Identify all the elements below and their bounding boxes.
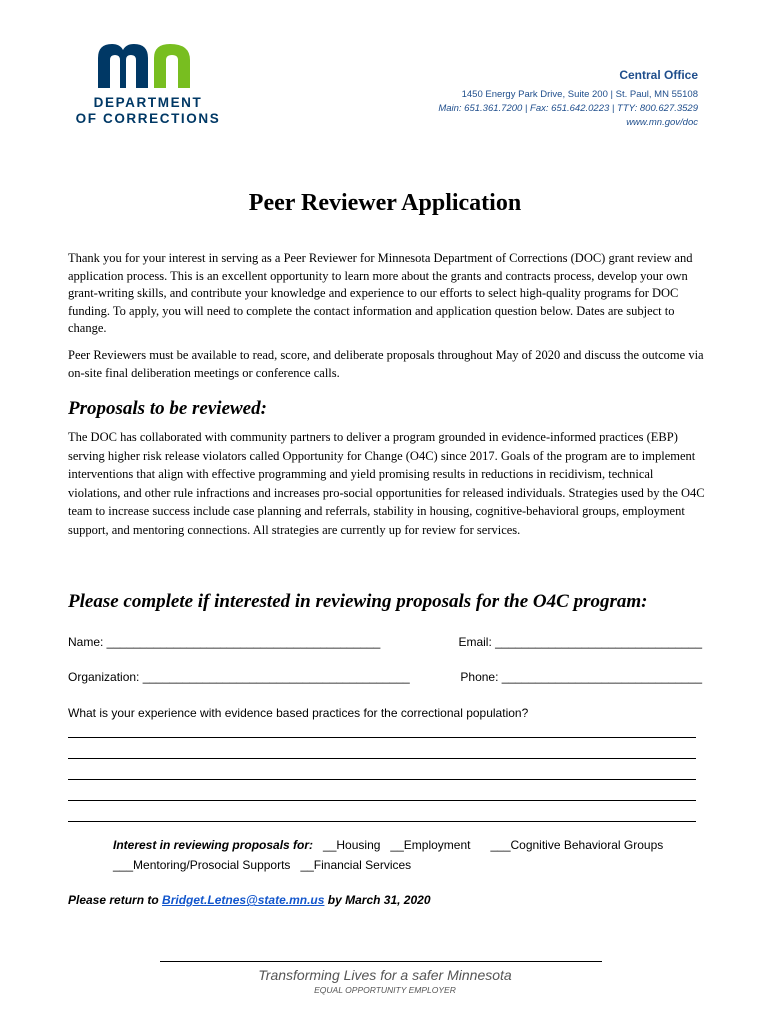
- mn-logo-icon: [98, 40, 198, 88]
- page-title: Peer Reviewer Application: [248, 190, 522, 216]
- interest-row-1: [113, 838, 663, 852]
- answer-line[interactable]: [68, 758, 696, 759]
- answer-line[interactable]: [68, 779, 696, 780]
- interest-financial[interactable]: __Financial Services: [300, 858, 412, 872]
- footer-eoe: EQUAL OPPORTUNITY EMPLOYER: [314, 985, 456, 995]
- answer-line[interactable]: [68, 737, 696, 738]
- email-field[interactable]: Email: _______________________________: [458, 635, 702, 649]
- interest-colon: :: [309, 838, 314, 852]
- experience-question: What is your experience with evidence based practices for the correctional population?: [68, 706, 529, 720]
- footer-tagline: Transforming Lives for a safer Minnesota: [258, 967, 512, 983]
- proposals-heading: Proposals to be reviewed:: [68, 398, 267, 419]
- availability-paragraph: Peer Reviewers must be available to read, score, and deliberate proposals throughout May of 2020 and discuss the outcome via on-site final deliberation meetings or conference calls.: [68, 348, 704, 380]
- answer-line[interactable]: [68, 821, 696, 822]
- interest-mentoring[interactable]: ___Mentoring/Prosocial Supports: [113, 858, 291, 872]
- name-field[interactable]: Name: _________________________________________: [68, 635, 381, 649]
- address-block: [438, 68, 698, 130]
- website-link[interactable]: www.mn.gov/doc: [626, 117, 698, 128]
- proposals-paragraph: The DOC has collaborated with community partners to deliver a program grounded in evidence-informed practices (EBP) serving higher risk release violators called Opportunity for Change (O4C) since 2017. Goals of the program are to implement interventions that align with effective programming and yield promising results in reductions in recidivism, technical violations, and other rule infractions and increases pro-social opportunities for released individuals. Strategies used by the O4C team to increase success include case planning and referrals, stability in housing, cognitive-behavioral groups, employment support, and mentoring connections. All strategies are currently up for review for services.: [68, 430, 705, 537]
- phone-numbers: Main: 651.361.7200 | Fax: 651.642.0223 | TTY: 800.627.3529: [438, 103, 698, 114]
- logo-text-corrections: OF CORRECTIONS: [75, 111, 221, 126]
- return-instructions: [68, 893, 431, 907]
- intro-paragraph: Thank you for your interest in serving as a Peer Reviewer for Minnesota Department of Corrections (DOC) grant review and application process. This is an excellent opportunity to learn more about the grants and contracts process, develop your own grant-writing skills, and contribute your knowledge and experience to our efforts to select high-quality programs for DOC funding. To apply, you will need to complete the contact information and application question below. Dates are subject to change.: [68, 251, 693, 335]
- form-row-name-email: [68, 635, 702, 649]
- return-deadline: by March 31, 2020: [324, 893, 431, 907]
- organization-field[interactable]: Organization: ________________________________________: [68, 670, 410, 684]
- office-name: Central Office: [619, 68, 698, 82]
- return-prefix: Please return to: [68, 893, 163, 907]
- form-row-org-phone: [68, 670, 702, 684]
- doc-logo: [68, 40, 238, 130]
- return-email-link[interactable]: Bridget.Letnes@state.mn.us: [162, 893, 325, 907]
- interest-row-2: [113, 858, 411, 872]
- answer-line[interactable]: [68, 800, 696, 801]
- complete-heading: Please complete if interested in reviewing proposals for the O4C program:: [68, 591, 648, 612]
- phone-field[interactable]: Phone: ______________________________: [460, 670, 702, 684]
- interest-housing[interactable]: __Housing: [323, 838, 381, 852]
- street-address: 1450 Energy Park Drive, Suite 200 | St. Paul, MN 55108: [461, 89, 698, 100]
- footer-divider: [160, 961, 602, 962]
- logo-text-department: DEPARTMENT: [93, 95, 203, 110]
- interest-employment[interactable]: __Employment: [390, 838, 471, 852]
- interest-label: Interest in reviewing proposals for: [113, 838, 310, 852]
- interest-cognitive[interactable]: ___Cognitive Behavioral Groups: [490, 838, 664, 852]
